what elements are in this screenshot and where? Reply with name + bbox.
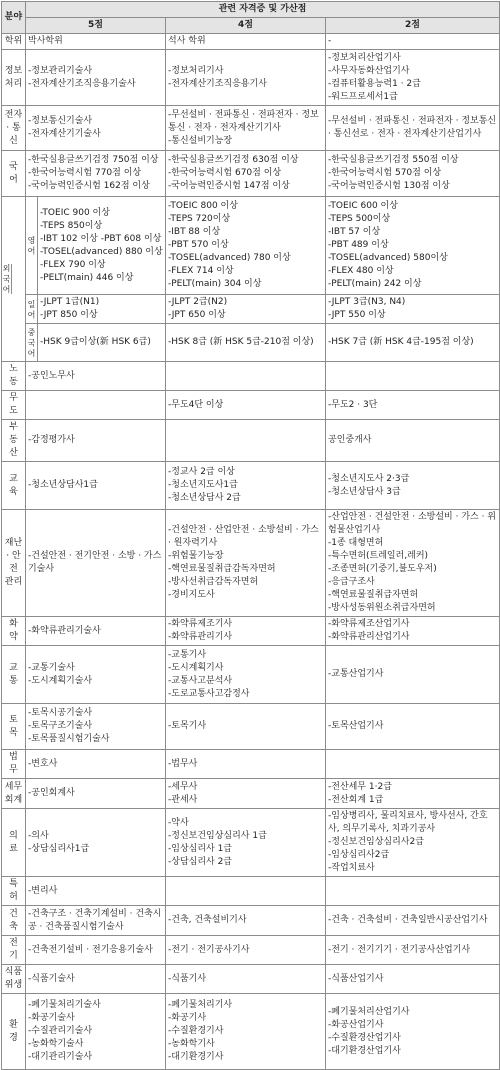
points-5-cell <box>26 391 166 420</box>
certificate-item: -컴퓨터활용능력1 · 2급 <box>328 78 421 89</box>
points-5-cell <box>26 617 166 646</box>
table-body <box>2 34 500 1070</box>
certificate-item: -토목산업기사 <box>328 721 384 731</box>
points-2-cell <box>326 420 500 462</box>
table-row <box>2 646 500 704</box>
certificate-item: -무도2 · 3단 <box>328 399 378 410</box>
points-2-cell <box>326 936 500 965</box>
certificate-item: -무선설비 · 전파통신 · 전파전자 · 정보통신 · 전자 · 전자계산기기사 <box>168 109 319 133</box>
certificate-item: -상담심리사1급 <box>28 843 90 854</box>
points-4-cell <box>166 936 326 965</box>
certificate-item: -교통사고분석사 <box>168 675 233 686</box>
certificate-item: -변호사 <box>28 758 58 769</box>
certificate-item: -정보처리기사 <box>168 65 224 76</box>
points-2-cell <box>326 646 500 704</box>
certificate-item: -PBT 570 이상 <box>168 240 229 250</box>
certificate-item: -IBT 88 이상 <box>168 227 221 237</box>
points-2-cell <box>326 106 500 151</box>
category-cell: 식품 위생 <box>2 965 26 994</box>
points-5-cell <box>26 197 166 295</box>
points-2-cell <box>326 877 500 906</box>
certificate-item: -무도4단 이상 <box>168 399 224 410</box>
points-4-header: 4점 <box>166 18 326 34</box>
certificate-item: -FLEX 790 이상 <box>40 259 106 270</box>
points-4-cell <box>166 646 326 704</box>
certificate-item: -정교사 2급 이상 <box>168 467 235 477</box>
certificate-item: -산업안전 · 건설안전 · 소방설비 · 가스 · 위험물산업기사 <box>328 512 496 535</box>
table-row <box>2 295 500 324</box>
certificate-item: -약사 <box>168 817 189 828</box>
certificate-item: -TOEIC 900 이상 <box>40 207 110 218</box>
certificate-item: -식품기사 <box>168 973 207 984</box>
category-cell: 토 목 <box>2 704 26 750</box>
points-4-cell <box>166 906 326 936</box>
certificate-item: -국어능력인증시험 147점 이상 <box>168 181 290 191</box>
group-title-header: 관련 자격증 및 가산점 <box>26 2 500 18</box>
table-row <box>2 965 500 994</box>
points-2-cell <box>326 617 500 646</box>
certificate-item: -1종 대형면허 <box>328 538 384 548</box>
points-5-cell <box>26 510 166 617</box>
table-row <box>2 750 500 779</box>
table-row <box>2 510 500 617</box>
certificate-item: -농화학기술사 <box>28 1039 84 1049</box>
points-5-cell <box>26 420 166 462</box>
certificate-item: 박사학위 <box>28 36 63 46</box>
certificate-item: -토목기사 <box>168 721 207 731</box>
certificate-item: -조종면허(기중기,불도우저) <box>328 564 437 574</box>
points-4-cell <box>166 151 326 197</box>
category-cell: 교 육 <box>2 462 26 510</box>
table-row <box>2 906 500 936</box>
certificate-item: -임상심리사2급 <box>328 850 390 860</box>
points-2-cell <box>326 362 500 391</box>
certificate-item: -TOEIC 800 이상 <box>168 201 238 211</box>
points-5-cell <box>26 704 166 750</box>
table-row <box>2 50 500 106</box>
table-row <box>2 779 500 809</box>
points-5-cell <box>26 324 166 362</box>
points-4-cell <box>166 510 326 617</box>
table-row <box>2 617 500 646</box>
certificate-item: -대기관리기술사 <box>28 1052 93 1062</box>
points-5-cell <box>26 906 166 936</box>
category-cell: 노 동 <box>2 362 26 391</box>
certificate-item: -전기 · 전기공사기사 <box>168 944 250 955</box>
certificate-item: -TEPS 850이상 <box>40 220 103 231</box>
table-row <box>2 994 500 1070</box>
certificate-item: -임상병리사, 물리치료사, 방사선사, 간호사, 의무기록사, 치과기공사 <box>328 811 488 834</box>
table-row <box>2 420 500 462</box>
certificate-item: - <box>328 36 332 46</box>
category-cell: 환 경 <box>2 994 26 1070</box>
certificate-item: -폐기물처리기사 <box>168 1000 233 1010</box>
points-4-cell <box>166 420 326 462</box>
points-4-cell <box>166 391 326 420</box>
points-4-cell <box>166 362 326 391</box>
points-4-cell <box>166 295 326 324</box>
certificate-item: -HSK 8급 (新 HSK 5급-210점 이상) <box>168 337 314 347</box>
table-row <box>2 391 500 420</box>
points-2-cell <box>326 34 500 50</box>
certificate-item: -변리사 <box>28 885 58 896</box>
points-5-cell <box>26 362 166 391</box>
certificate-item: -농화학기사 <box>168 1039 215 1049</box>
certificate-item: -건축전기설비 · 전기응용기술사 <box>28 944 153 955</box>
certificate-item: -청소년지도사1급 <box>168 480 238 490</box>
certificate-item: -핵연료물질취급감독자면허 <box>168 564 276 574</box>
points-2-cell <box>326 965 500 994</box>
certificate-item: -워드프로세서1급 <box>328 91 398 102</box>
certificate-item: -방사성동위원소취급자면허 <box>328 603 436 613</box>
points-2-cell <box>326 906 500 936</box>
certificate-item: -JLPT 2급(N2) <box>168 297 228 307</box>
certificate-item: 석사 학위 <box>168 36 206 46</box>
certificate-item: -화약류관리기사 <box>168 632 233 642</box>
points-4-cell <box>166 779 326 809</box>
certificate-item: -교통기사 <box>168 649 207 660</box>
table-row <box>2 704 500 750</box>
certificate-item: -임상심리사 1급 <box>168 843 232 854</box>
table-row <box>2 197 500 295</box>
certificate-item: -TEPS 500이상 <box>328 214 391 224</box>
certificate-item: -감정평가사 <box>28 435 75 445</box>
table-row <box>2 324 500 362</box>
subcategory-label: 중 국 어 <box>26 324 38 361</box>
table-row <box>2 151 500 197</box>
certificate-item: -식품산업기사 <box>328 973 384 984</box>
certificate-item: -정신보건임상심리사2급 <box>328 837 424 847</box>
certificate-item: -전산회계 1급 <box>328 794 384 805</box>
certificate-item: -세무사 <box>168 781 198 792</box>
certificate-item: -법무사 <box>168 758 198 769</box>
category-cell: 전 기 <box>2 936 26 965</box>
category-cell: 재난 · 안전 관리 <box>2 510 26 617</box>
certificate-item: -전기 · 전기기기 · 전기공사산업기사 <box>328 944 471 955</box>
certificate-item: -PBT 489 이상 <box>328 240 389 250</box>
certificate-item: -공인회계사 <box>28 788 75 798</box>
certificate-item: -수질환경기사 <box>168 1026 224 1036</box>
category-cell: 교 통 <box>2 646 26 704</box>
certificate-item: -한국실용글쓰기검정 550점 이상 <box>328 155 459 165</box>
category-label: 외 국 어 <box>2 264 11 294</box>
certificate-item: -경비지도사 <box>168 590 215 600</box>
points-2-header: 2점 <box>326 18 500 34</box>
certificate-item: -JPT 850 이상 <box>40 310 98 320</box>
points-2-cell <box>326 462 500 510</box>
table-row <box>2 462 500 510</box>
points-4-cell <box>166 617 326 646</box>
points-2-cell <box>326 994 500 1070</box>
certificate-item: -PELT(main) 242 이상 <box>328 279 422 289</box>
points-2-cell <box>326 809 500 877</box>
certificate-item: -전자계산기기술사 <box>28 129 101 139</box>
certificate-item: -HSK 9급이상(新 HSK 6급) <box>40 337 151 347</box>
points-4-cell <box>166 965 326 994</box>
points-5-cell <box>26 809 166 877</box>
points-4-cell <box>166 106 326 151</box>
certificate-item: -대기환경기사 <box>168 1052 224 1062</box>
points-2-cell <box>326 750 500 779</box>
certificate-item: -국어능력인증시험 130점 이상 <box>328 181 450 191</box>
certificate-item: -정보통신기술사 <box>28 116 93 126</box>
certificate-item: -TOEIC 600 이상 <box>328 201 398 211</box>
certificate-item: -도시계획기술사 <box>28 675 93 686</box>
certificate-item: -폐기물처리기술사 <box>28 1000 101 1010</box>
certificate-item: -JLPT 3급(N3, N4) <box>328 297 406 307</box>
category-cell: 의 료 <box>2 809 26 877</box>
points-2-cell <box>326 324 500 362</box>
certificate-item: -JPT 650 이상 <box>168 310 226 320</box>
category-cell: 법 무 <box>2 750 26 779</box>
points-5-cell <box>26 877 166 906</box>
certificate-item: -교통기술사 <box>28 662 75 673</box>
points-5-cell <box>26 462 166 510</box>
certificate-item: -화약류관리산업기사 <box>328 632 410 642</box>
certificate-item: -전자계산기조직응용기술사 <box>28 78 136 89</box>
certificate-item: -교통산업기사 <box>328 669 384 679</box>
certificate-item: -화공산업기사 <box>328 1019 384 1030</box>
points-5-cell <box>26 50 166 106</box>
certificate-item: -정보처리산업기사 <box>328 52 401 63</box>
table-row <box>2 809 500 877</box>
points-2-cell <box>326 151 500 197</box>
certificate-item: -IBT 102 이상 -PBT 608 이상 <box>40 233 162 244</box>
certificate-item: -한국어능력시험 570점 이상 <box>328 168 442 178</box>
certificate-item: -FLEX 480 이상 <box>328 266 394 276</box>
points-5-cell <box>26 106 166 151</box>
certificate-item: -전산세무 1·2급 <box>328 781 392 792</box>
certificate-item: -청소년상담사 2급 <box>168 493 241 503</box>
certificate-item: -건축 · 건축설비 · 건축일반시공산업기사 <box>328 915 488 925</box>
certificate-item: -핵연료물질취급자면허 <box>328 590 419 600</box>
certificate-item: -건설안전 · 전기안전 · 소방 · 가스기술사 <box>28 551 162 574</box>
certificate-item: -청소년상담사1급 <box>28 480 98 490</box>
certificate-item: -건설안전 · 산업안전 · 소방설비 · 가스 · 원자력기사 <box>168 525 319 548</box>
points-2-cell <box>326 779 500 809</box>
certificate-item: -도시계획기사 <box>168 662 224 673</box>
certificate-item: -한국어능력시험 770점 이상 <box>28 168 142 178</box>
certificate-item: -공인노무사 <box>28 370 75 381</box>
certificate-item: -사무자동화산업기사 <box>328 65 410 76</box>
certificate-item: -건축구조 · 건축기계설비 · 건축시공 · 건축품질시험기술사 <box>28 908 162 932</box>
certificate-item: -FLEX 714 이상 <box>168 266 234 276</box>
points-5-cell <box>26 646 166 704</box>
points-4-cell <box>166 877 326 906</box>
certificate-item: -방사선취급감독자면허 <box>168 577 259 587</box>
points-2-cell <box>326 704 500 750</box>
certificate-item: -전자계산기조직응용기사 <box>168 78 267 89</box>
certificate-item: -한국실용글쓰기검정 750점 이상 <box>28 155 159 165</box>
points-4-cell <box>166 462 326 510</box>
certificate-item: -도로교통사고감정사 <box>168 688 250 699</box>
certificate-item: -화약류관리기술사 <box>28 625 101 636</box>
category-cell: 국 어 <box>2 151 26 197</box>
category-cell: 부 동 산 <box>2 420 26 462</box>
certificate-item: -상담심리사 2급 <box>168 856 232 867</box>
certificate-item: -수질관리기술사 <box>28 1026 93 1036</box>
points-2-cell <box>326 197 500 295</box>
category-cell: 전자 · 통신 <box>2 106 26 151</box>
certificate-item: -작업치료사 <box>328 863 375 873</box>
points-5-cell <box>26 34 166 50</box>
points-2-cell <box>326 295 500 324</box>
points-4-cell <box>166 994 326 1070</box>
subcategory-label: 일 어 <box>26 295 38 323</box>
certificate-item: -폐기물처리산업기사 <box>328 1006 410 1017</box>
points-4-cell <box>166 50 326 106</box>
certificate-item: -TOSEL(advanced) 880 이상 <box>40 246 163 257</box>
certificate-points-table <box>1 1 500 1070</box>
table-row <box>2 877 500 906</box>
header-row-top <box>2 2 500 18</box>
certificate-item: -무선설비 · 전파통신 · 전파전자 · 정보통신 · 통신선로 · 전자 · 전자계산기산업기사 <box>328 116 497 139</box>
certificate-item: -국어능력인증시험 162점 이상 <box>28 181 150 191</box>
certificate-item: -정보관리기술사 <box>28 65 93 76</box>
category-cell: 특 허 <box>2 877 26 906</box>
points-5-cell <box>26 750 166 779</box>
points-2-cell <box>326 391 500 420</box>
certificate-item: -TOSEL(advanced) 780 이상 <box>168 253 291 263</box>
certificate-item: -화공기사 <box>168 1013 207 1023</box>
certificate-item: -정신보건임상심리사 1급 <box>168 830 267 841</box>
certificate-item: -토목품질시험기술사 <box>28 734 110 744</box>
certificate-item: -수질환경산업기사 <box>328 1032 401 1043</box>
certificate-item: -한국실용글쓰기검정 630점 이상 <box>168 155 299 165</box>
points-4-cell <box>166 34 326 50</box>
certificate-item: -JLPT 1급(N1) <box>40 297 100 307</box>
certificate-item: -화공기술사 <box>28 1013 75 1023</box>
certificate-item: -PELT(main) 304 이상 <box>168 279 262 289</box>
points-5-cell <box>26 936 166 965</box>
table-row <box>2 362 500 391</box>
certificate-item: -IBT 57 이상 <box>328 227 381 237</box>
certificate-item: -TEPS 720이상 <box>168 214 231 224</box>
certificate-item: -청소년지도사 2·3급 <box>328 473 410 484</box>
category-cell: 학위 <box>2 34 26 50</box>
points-5-cell <box>26 151 166 197</box>
certificate-item: -통신설비기능장 <box>168 135 233 146</box>
points-4-cell <box>166 809 326 877</box>
certificate-item: -화약류제조기사 <box>168 619 233 629</box>
table-row <box>2 34 500 50</box>
points-4-cell <box>166 197 326 295</box>
certificate-item: -위험물기능장 <box>168 551 224 561</box>
certificate-item: -한국어능력시험 670점 이상 <box>168 168 282 178</box>
category-cell: 화 약 <box>2 617 26 646</box>
certificate-item: 공인중개사 <box>328 435 372 445</box>
certificate-item: -청소년상담사 3급 <box>328 486 401 497</box>
certificate-item: -특수면허(트레일러,레커) <box>328 551 429 561</box>
points-4-cell <box>166 750 326 779</box>
table-row <box>2 936 500 965</box>
category-cell: 무 도 <box>2 391 26 420</box>
points-5-cell <box>26 295 166 324</box>
points-5-cell <box>26 779 166 809</box>
certificate-item: -건축, 건축설비기사 <box>168 915 247 925</box>
table-row <box>2 106 500 151</box>
points-2-cell <box>326 50 500 106</box>
certificate-item: -의사 <box>28 830 49 841</box>
category-cell: 정보 처리 <box>2 50 26 106</box>
points-5-cell <box>26 994 166 1070</box>
certificate-item: -응급구조사 <box>328 577 375 587</box>
certificate-item: -토목구조기술사 <box>28 721 93 731</box>
certificate-item: -식품기술사 <box>28 973 75 984</box>
subcategory-label: 영 어 <box>26 197 38 294</box>
certificate-item: -TOSEL(advanced) 580이상 <box>328 253 448 263</box>
certificate-item: -화약류제조산업기사 <box>328 619 410 629</box>
category-cell <box>2 197 26 362</box>
points-5-header: 5점 <box>26 18 166 34</box>
field-header: 분야 <box>2 2 26 34</box>
certificate-item: -관세사 <box>168 794 198 805</box>
category-cell: 세무 회계 <box>2 779 26 809</box>
points-5-cell <box>26 965 166 994</box>
points-2-cell <box>326 510 500 617</box>
header-row-points <box>2 18 500 34</box>
certificate-item: -대기환경산업기사 <box>328 1045 401 1056</box>
points-4-cell <box>166 704 326 750</box>
certificate-item: -JPT 550 이상 <box>328 310 386 320</box>
category-cell: 건 축 <box>2 906 26 936</box>
certificate-item: -토목시공기술사 <box>28 708 93 718</box>
points-4-cell <box>166 324 326 362</box>
certificate-item: -PELT(main) 446 이상 <box>40 272 134 283</box>
certificate-item: -HSK 7급 (新 HSK 4급-195점 이상) <box>328 337 474 347</box>
